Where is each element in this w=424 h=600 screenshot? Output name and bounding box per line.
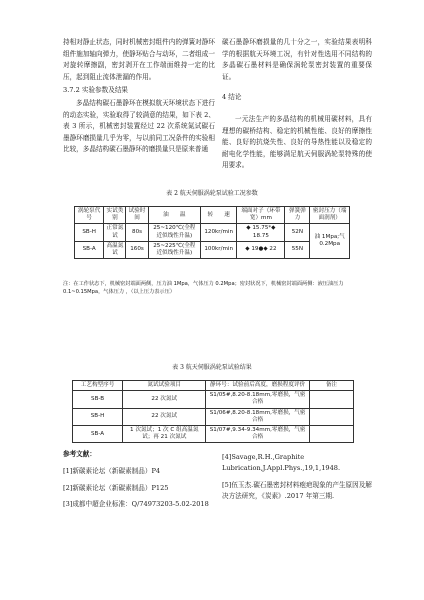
left-paragraph-2: 多晶结构碳石墨静环在模拟航天环境状态下进行的动态实验，实验取得了较满意的结果，如下表 2、表 3 所示，机械密封装置经过 22 次系统氮试碳石墨静环磨损量几乎为零，与以前同工况条件的实验相比较，多晶结构碳石墨静环的磨损量只是原来普通 xyxy=(63,98,215,154)
table3 xyxy=(72,380,354,443)
table2-header-cell: 涡轮泵代号 xyxy=(75,207,104,224)
references-left-list xyxy=(63,466,223,516)
reference-item: [1]新碳素论坛（新碳素制品）P4 xyxy=(63,467,161,475)
table3-cell: SB-A xyxy=(73,426,123,443)
table3-header-cell: 备注 xyxy=(309,381,353,391)
table2-cell: 油 1Mpa;气 0.2Mpa xyxy=(310,224,350,259)
table3-header-cell: 静环号：试验前后高度，磨损程度评价 xyxy=(206,381,309,391)
right-column xyxy=(222,37,372,172)
table2-header-cell: 端面对子（环带宽）mm xyxy=(237,207,285,224)
table2-header-cell: 油 温 xyxy=(148,207,200,224)
table3-cell xyxy=(309,426,353,443)
table2-caption: 表 2 航天伺服涡轮泵试验工况参数 xyxy=(166,190,258,197)
table-row xyxy=(73,391,354,408)
table2-cell: 100kr/min xyxy=(201,241,237,258)
table2-cell: 正常氮试 xyxy=(104,224,126,241)
table3-header-cell: 工艺构型序号 xyxy=(73,381,123,391)
table-row xyxy=(73,426,354,443)
table2-header-cell: 实试类别 xyxy=(104,207,126,224)
references-right-list xyxy=(222,452,372,507)
table3-cell: SB-H xyxy=(73,408,123,425)
table2-cell: SB-A xyxy=(75,241,104,258)
table2-header-cell: 转 速 xyxy=(201,207,237,224)
table2-cell: 160s xyxy=(126,241,148,258)
table3-cell: 22 次氮试 xyxy=(123,391,206,408)
table2-note: 注：在工作状态下，机械密封端面两侧，压力油 1Mpa，气体压力 0.2Mpa；密封状况下，机械密封端面两侧：液压油压力 0.1~0.15Mpa，气体压力 ，（以上压力表示压） xyxy=(63,281,344,295)
section-heading-conclusion: 4 结论 xyxy=(222,93,242,102)
table2-cell: 55N xyxy=(285,241,310,258)
table2-cell: 80s xyxy=(126,224,148,241)
table3-cell: SB-B xyxy=(73,391,123,408)
table2 xyxy=(74,206,350,259)
reference-item: [2]新碳素论坛（新碳素制品）P125 xyxy=(63,483,169,492)
table2-cell: 25~225℃(全程近似线性升温) xyxy=(148,241,200,258)
table-row xyxy=(75,224,350,241)
table3-caption: 表 3 航天伺服涡轮泵试验结果 xyxy=(172,364,252,371)
table2-header-cell: 弹簧弹力 xyxy=(285,207,310,224)
table3-cell: S1/05#,8.20-8.18mm,零磨损，气密合格 xyxy=(206,391,309,408)
references-title: 参考文献： xyxy=(63,450,96,458)
section-heading-372: 3.7.2 实验参数及结果 xyxy=(63,86,129,95)
left-paragraph-1: 持相对静止状态，同时机械密封组件内的弹簧对静环组件施加轴向弹力，使静环贴合与动环，二者组成一对旋转摩擦副，密封剥开在工作端面维持一定的比压，起到阻止流体泄漏的作用。 xyxy=(63,38,215,81)
left-column xyxy=(63,37,215,156)
table2-cell: ◆ 19●◆ 22 xyxy=(237,241,285,258)
table3-cell: S1/06#,8.20-8.18mm,零磨损，气密合格 xyxy=(206,408,309,425)
table3-cell: 1 次氮试；1 次 C 组高温氮试；再 21 次氮试 xyxy=(123,426,206,443)
table2-cell: 高温氮试 xyxy=(104,241,126,258)
table-row xyxy=(73,408,354,425)
table2-cell: 120kr/min xyxy=(201,224,237,241)
right-paragraph-2: 一元法生产的多晶结构的机械用碳材料，具有理想的碳桥结构、稳定的机械性能、良好的摩擦性能、良好的抗烧失性、良好的导热性能以及稳定的耐电化学性能，能够满足航天伺服涡轮泵特殊的使用要求。 xyxy=(222,114,372,170)
table2-cell: ◆ 15.75*◆ 18.75 xyxy=(237,224,285,241)
table2-cell: SB-H xyxy=(75,224,104,241)
table3-cell xyxy=(309,408,353,425)
reference-item: [3]成都中超企业标准：Q/74973203-5.02-2018 xyxy=(63,500,209,508)
right-paragraph-1: 碳石墨静环磨损量的几十分之一，实验结果表明科学的根据航天环境工况，有针对性选用不同结构的多晶碳石墨材料是确保涡轮泵密封装置的重要保证。 xyxy=(222,38,372,81)
reference-item: [4]Savage,R.H.,Graphite Lubrication,J.Appl.Phys.,19,1,1948. xyxy=(222,453,341,472)
table2-header-cell: 密封压力（端面润剂） xyxy=(310,207,350,224)
table3-cell: 22 次氮试 xyxy=(123,408,206,425)
table3-cell: S1/07#,9.34-9.34mm,零磨损，气密合格 xyxy=(206,426,309,443)
table2-cell: 25~120℃(全程近似线性升温) xyxy=(148,224,200,241)
table3-header-cell: 氮试试验项目 xyxy=(123,381,206,391)
reference-item: [5]伍玉杰.碳石墨密封材料疱疤现象的产生原因及解决方法研究，《炭素》.2017 年第三期. xyxy=(222,480,372,500)
table-row xyxy=(75,241,350,258)
table2-header-row xyxy=(75,207,350,224)
table3-header-row xyxy=(73,381,354,391)
table2-header-cell: 试验时间 xyxy=(126,207,148,224)
table2-cell: 52N xyxy=(285,224,310,241)
table3-cell xyxy=(309,391,353,408)
